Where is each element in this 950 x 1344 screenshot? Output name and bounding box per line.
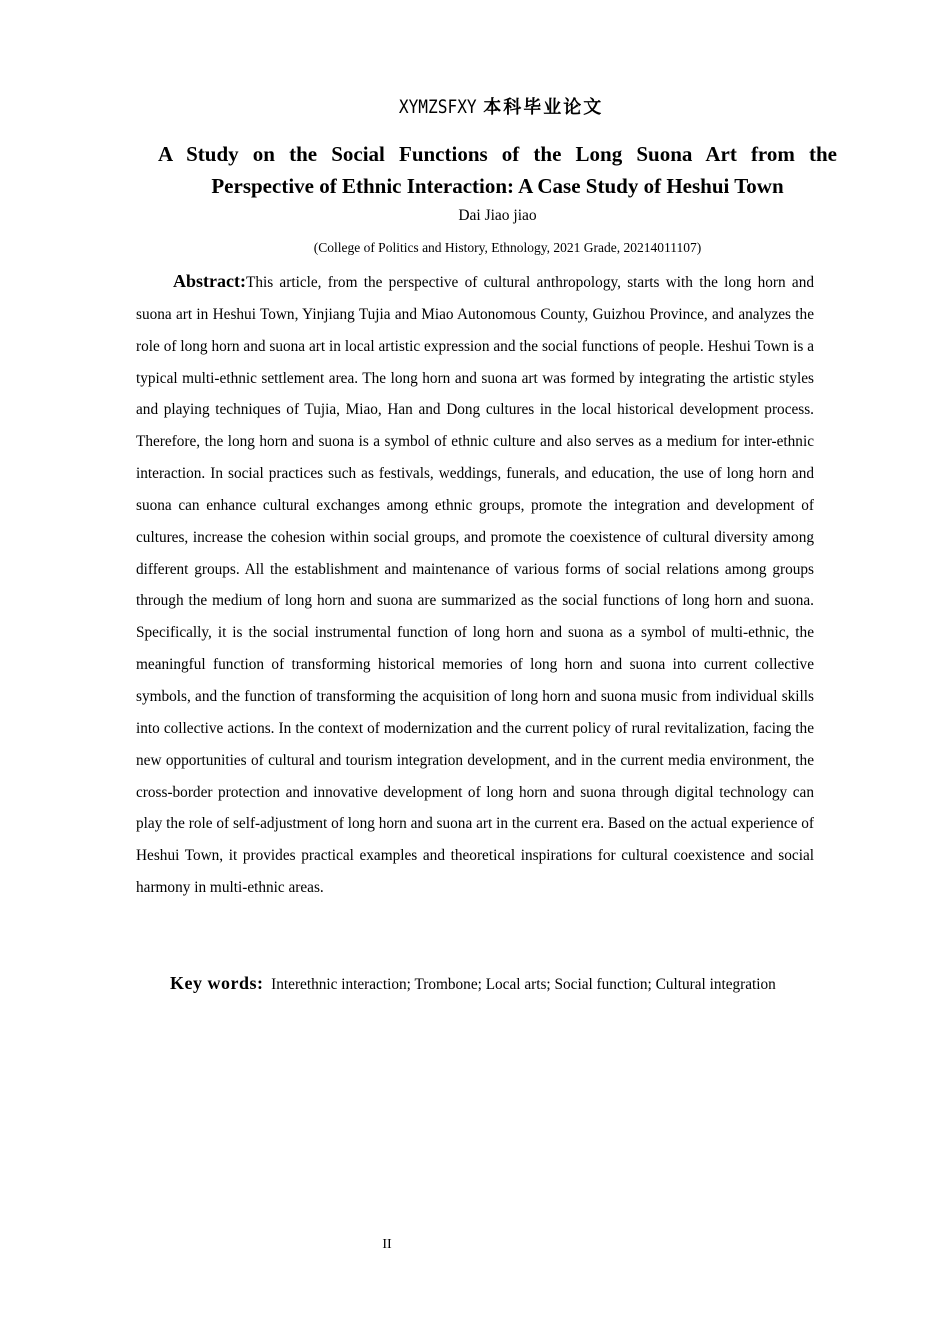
header-chinese-title: 本科毕业论文 xyxy=(483,97,604,118)
abstract-label: Abstract: xyxy=(173,271,246,291)
header-code: XYMZSFXY xyxy=(398,96,477,118)
author-affiliation: (College of Politics and History, Ethnology, 2021 Grade, 20214011107) xyxy=(313,240,702,255)
running-header xyxy=(0,94,950,121)
page-number: II xyxy=(382,1237,392,1252)
keywords-label: Key words: xyxy=(170,973,264,993)
keywords-paragraph xyxy=(136,968,814,1000)
abstract-text: This article, from the perspective of cultural anthropology, starts with the long horn and suona art in Heshui Town, Yinjiang Tujia and Miao Autonomous County, Guizhou Province, and analyzes the role of long horn and suona art in local artistic expression and the social functions of people. Heshui Town is a typical multi-ethnic settlement area. The long horn and suona art was formed by integrating the artistic styles and playing techniques of Tujia, Miao, Han and Dong cultures in the local historical development process. Therefore, the long horn and suona is a symbol of ethnic culture and also serves as a medium for inter-ethnic interaction. In social practices such as festivals, weddings, funerals, and education, the use of long horn and suona can enhance cultural exchanges among ethnic groups, promote the integration and development of cultures, increase the cohesion within social groups, and promote the coexistence of cultural diversity among different groups. All the establishment and maintenance of various forms of social relations among groups through the medium of long horn and suona are summarized as the social functions of long horn and suona. Specifically, it is the social instrumental function of long horn and suona as a symbol of multi-ethnic, the meaningful function of transforming historical memories of long horn and suona into current collective symbols, and the function of transforming the acquisition of long horn and suona music from individual skills into collective actions. In the context of modernization and the current policy of rural revitalization, facing the new opportunities of cultural and tourism integration development, and in the current media environment, the cross-border protection and innovative development of long horn and suona through digital technology can play the role of self-adjustment of long horn and suona art in the current era. Based on the actual experience of Heshui Town, it provides practical examples and theoretical inspirations for cultural coexistence and social harmony in multi-ethnic areas. xyxy=(136,274,814,897)
paper-title: A Study on the Social Functions of the Long Suona Art from the Perspective of Ethnic Interaction: A Case Study of Heshui Town xyxy=(158,142,837,198)
abstract-paragraph xyxy=(136,266,814,904)
keywords-text: Interethnic interaction; Trombone; Local arts; Social function; Cultural integration xyxy=(271,976,776,993)
author-name: Dai Jiao jiao xyxy=(458,207,537,224)
